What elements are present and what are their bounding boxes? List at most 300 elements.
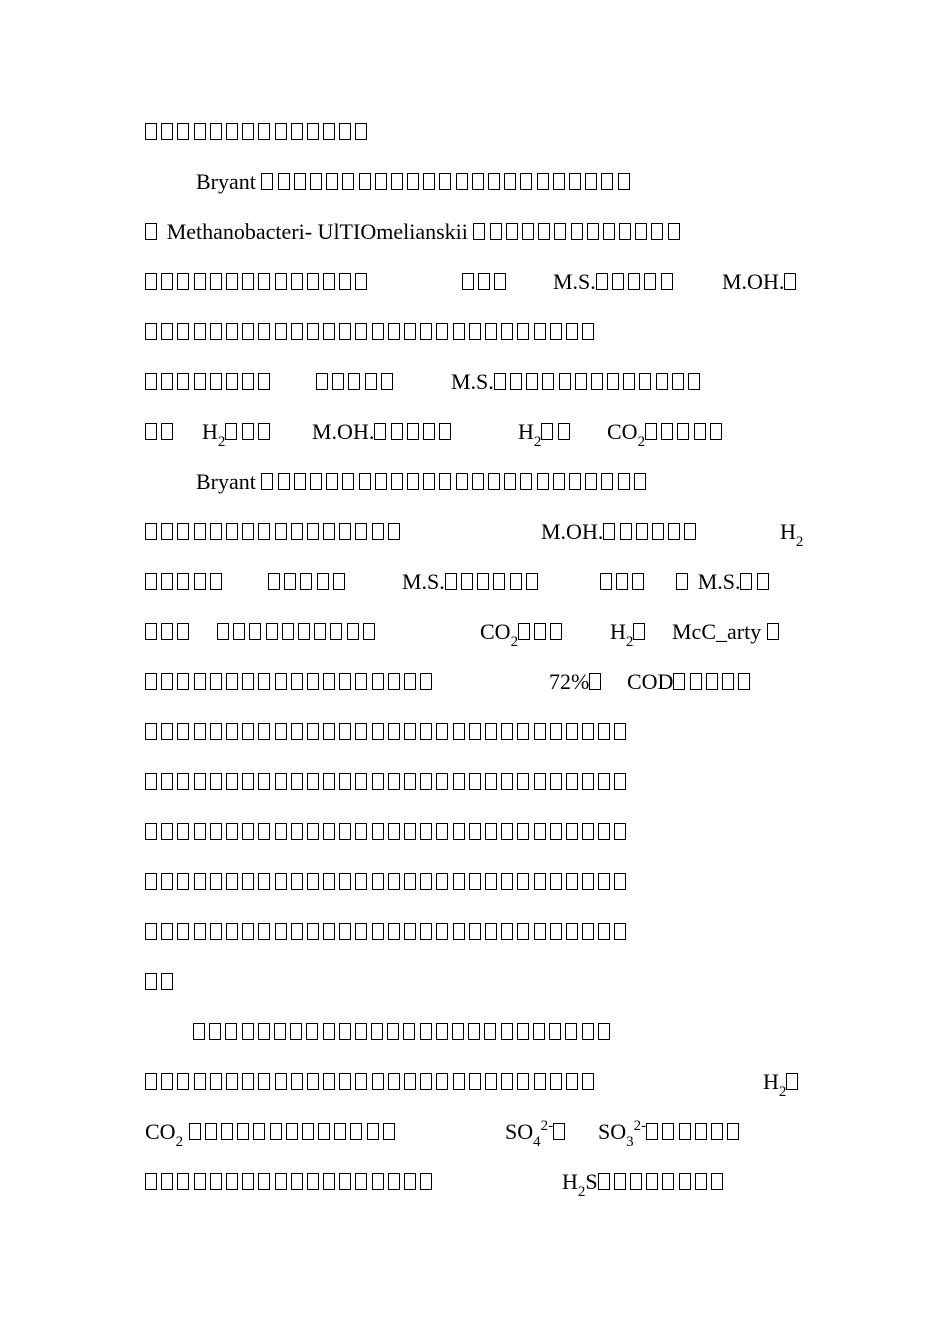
glyph-box — [242, 823, 254, 840]
glyph-box — [534, 773, 546, 790]
glyph-box — [145, 423, 157, 440]
glyph-box — [210, 1073, 222, 1090]
glyph-box — [194, 1073, 206, 1090]
glyph-box — [420, 1073, 432, 1090]
glyph-box — [307, 873, 319, 890]
text-line — [0, 967, 950, 1007]
glyph-box — [359, 173, 371, 190]
text-segment: $CO_2$ — [607, 417, 726, 450]
glyph-box — [695, 1123, 707, 1140]
glyph-box — [291, 823, 303, 840]
glyph-box — [620, 523, 632, 540]
glyph-box — [286, 1123, 298, 1140]
glyph-box — [501, 1023, 513, 1040]
glyph-box — [242, 723, 254, 740]
glyph-box — [537, 173, 549, 190]
text-segment: M.S. — [451, 367, 704, 397]
glyph-box — [334, 1123, 346, 1140]
glyph-box — [388, 723, 400, 740]
glyph-box — [177, 773, 189, 790]
glyph-box — [161, 423, 173, 440]
glyph-box — [526, 573, 538, 590]
glyph-box — [226, 923, 238, 940]
glyph-box — [372, 323, 384, 340]
glyph-box — [298, 623, 310, 640]
text-segment — [145, 567, 226, 597]
glyph-box — [310, 473, 322, 490]
glyph-box — [372, 1173, 384, 1190]
glyph-box — [634, 473, 646, 490]
glyph-box — [494, 273, 506, 290]
glyph-box — [388, 823, 400, 840]
glyph-box — [145, 873, 157, 890]
glyph-box — [365, 373, 377, 390]
glyph-box — [722, 673, 734, 690]
glyph-box — [550, 823, 562, 840]
text-segment: M.S. — [676, 567, 773, 597]
glyph-box — [226, 273, 238, 290]
glyph-box — [404, 773, 416, 790]
glyph-box — [485, 323, 497, 340]
glyph-box — [307, 273, 319, 290]
glyph-box — [485, 923, 497, 940]
text-segment: Bryant — [196, 167, 634, 197]
glyph-box — [372, 823, 384, 840]
glyph-box — [161, 623, 173, 640]
text-segment: COD — [627, 667, 754, 697]
glyph-box — [550, 873, 562, 890]
text-segment: $H_2$ — [610, 617, 650, 650]
glyph-box — [226, 773, 238, 790]
glyph-box — [350, 1123, 362, 1140]
glyph-box — [307, 323, 319, 340]
glyph-box — [242, 423, 254, 440]
text-line — [0, 1067, 950, 1107]
glyph-box — [554, 223, 566, 240]
glyph-box — [359, 473, 371, 490]
text-segment — [316, 367, 397, 397]
glyph-box — [538, 223, 550, 240]
glyph-box — [517, 323, 529, 340]
glyph-box — [258, 373, 270, 390]
glyph-box — [436, 723, 448, 740]
text-line — [0, 1167, 950, 1207]
glyph-box — [226, 1073, 238, 1090]
glyph-box — [710, 423, 722, 440]
superscript: 2- — [540, 1118, 554, 1134]
glyph-box — [242, 673, 254, 690]
glyph-box — [566, 773, 578, 790]
glyph-box — [226, 373, 238, 390]
glyph-box — [403, 1023, 415, 1040]
glyph-box — [339, 673, 351, 690]
glyph-box — [436, 873, 448, 890]
text-segment: $SO_4^{2-}$ — [505, 1117, 569, 1150]
glyph-box — [339, 923, 351, 940]
glyph-box — [598, 923, 610, 940]
glyph-box — [453, 823, 465, 840]
glyph-box — [644, 273, 656, 290]
glyph-box — [323, 823, 335, 840]
glyph-box — [757, 573, 769, 590]
glyph-box — [210, 1173, 222, 1190]
glyph-box — [534, 323, 546, 340]
glyph-box — [388, 923, 400, 940]
glyph-box — [740, 573, 752, 590]
glyph-box — [330, 623, 342, 640]
glyph-box — [270, 1123, 282, 1140]
glyph-box — [423, 423, 435, 440]
glyph-box — [291, 873, 303, 890]
glyph-box — [261, 173, 273, 190]
glyph-box — [436, 1023, 448, 1040]
glyph-box — [494, 373, 506, 390]
glyph-box — [501, 723, 513, 740]
glyph-box — [275, 323, 287, 340]
glyph-box — [372, 873, 384, 890]
glyph-box — [534, 923, 546, 940]
glyph-box — [517, 823, 529, 840]
text-segment — [600, 567, 649, 597]
glyph-box — [355, 673, 367, 690]
glyph-box — [258, 523, 270, 540]
glyph-box — [501, 1073, 513, 1090]
glyph-box — [537, 473, 549, 490]
glyph-box — [355, 723, 367, 740]
glyph-box — [242, 1023, 254, 1040]
glyph-box — [145, 623, 157, 640]
glyph-box — [453, 923, 465, 940]
glyph-box — [194, 823, 206, 840]
text-segment: $H_2$ — [780, 519, 804, 550]
glyph-box — [607, 373, 619, 390]
glyph-box — [469, 923, 481, 940]
glyph-box — [582, 873, 594, 890]
glyph-box — [490, 223, 502, 240]
text-line — [0, 367, 950, 407]
glyph-box — [372, 773, 384, 790]
glyph-box — [636, 523, 648, 540]
text-line — [0, 817, 950, 857]
text-segment — [145, 967, 177, 997]
text-line — [0, 667, 950, 707]
glyph-box — [738, 673, 750, 690]
glyph-box — [242, 273, 254, 290]
glyph-box — [585, 473, 597, 490]
glyph-box — [517, 873, 529, 890]
text-line — [0, 1117, 950, 1157]
glyph-box — [541, 423, 553, 440]
glyph-box — [404, 723, 416, 740]
text-segment — [145, 717, 631, 747]
glyph-box — [189, 1123, 201, 1140]
text-segment — [462, 267, 511, 297]
glyph-box — [391, 173, 403, 190]
glyph-box — [582, 723, 594, 740]
glyph-box — [582, 323, 594, 340]
glyph-box — [306, 1023, 318, 1040]
glyph-box — [161, 1173, 173, 1190]
glyph-box — [469, 723, 481, 740]
glyph-box — [375, 473, 387, 490]
glyph-box — [553, 1123, 565, 1140]
glyph-box — [423, 473, 435, 490]
glyph-box — [420, 923, 432, 940]
glyph-box — [194, 773, 206, 790]
text-segment — [145, 1167, 436, 1197]
glyph-box — [534, 723, 546, 740]
glyph-box — [242, 123, 254, 140]
glyph-box — [501, 873, 513, 890]
glyph-box — [278, 473, 290, 490]
glyph-box — [388, 1073, 400, 1090]
glyph-box — [381, 373, 393, 390]
glyph-box — [161, 723, 173, 740]
glyph-box — [388, 323, 400, 340]
glyph-box — [307, 723, 319, 740]
glyph-box — [278, 173, 290, 190]
subscript: 2 — [533, 434, 542, 450]
glyph-box — [614, 823, 626, 840]
glyph-box — [294, 173, 306, 190]
glyph-box — [688, 373, 700, 390]
glyph-box — [258, 273, 270, 290]
text-line — [0, 167, 950, 207]
glyph-box — [383, 1123, 395, 1140]
glyph-box — [339, 523, 351, 540]
glyph-box — [679, 1123, 691, 1140]
glyph-box — [566, 873, 578, 890]
glyph-box — [323, 273, 335, 290]
glyph-box — [566, 723, 578, 740]
glyph-box — [291, 673, 303, 690]
glyph-box — [420, 1173, 432, 1190]
glyph-box — [210, 773, 222, 790]
glyph-box — [372, 523, 384, 540]
glyph-box — [439, 473, 451, 490]
glyph-box — [436, 323, 448, 340]
glyph-box — [575, 373, 587, 390]
glyph-box — [355, 923, 367, 940]
glyph-box — [210, 723, 222, 740]
glyph-box — [598, 823, 610, 840]
glyph-box — [145, 973, 157, 990]
glyph-box — [439, 423, 451, 440]
text-segment: $H_2$ — [763, 1067, 803, 1100]
superscript: 2- — [633, 1118, 647, 1134]
glyph-box — [291, 773, 303, 790]
glyph-box — [372, 923, 384, 940]
glyph-box — [600, 573, 612, 590]
glyph-box — [591, 373, 603, 390]
glyph-box — [291, 923, 303, 940]
glyph-box — [550, 923, 562, 940]
glyph-box — [493, 573, 505, 590]
glyph-box — [226, 673, 238, 690]
glyph-box — [242, 1073, 254, 1090]
glyph-box — [323, 1073, 335, 1090]
glyph-box — [210, 573, 222, 590]
glyph-box — [684, 523, 696, 540]
glyph-box — [339, 1173, 351, 1190]
glyph-box — [618, 173, 630, 190]
text-segment: $CO_2$ — [145, 1117, 399, 1150]
glyph-box — [161, 573, 173, 590]
glyph-box — [339, 1073, 351, 1090]
glyph-box — [569, 473, 581, 490]
glyph-box — [314, 623, 326, 640]
glyph-box — [587, 223, 599, 240]
text-segment: M.OH. — [722, 267, 801, 297]
glyph-box — [194, 123, 206, 140]
glyph-box — [145, 273, 157, 290]
glyph-box — [291, 723, 303, 740]
glyph-box — [226, 873, 238, 890]
glyph-box — [194, 723, 206, 740]
glyph-box — [404, 673, 416, 690]
glyph-box — [677, 423, 689, 440]
glyph-box — [485, 723, 497, 740]
glyph-box — [290, 1023, 302, 1040]
glyph-box — [420, 873, 432, 890]
glyph-box — [275, 723, 287, 740]
glyph-box — [589, 673, 601, 690]
glyph-box — [388, 773, 400, 790]
glyph-box — [355, 773, 367, 790]
glyph-box — [194, 273, 206, 290]
glyph-box — [485, 823, 497, 840]
glyph-box — [323, 873, 335, 890]
glyph-box — [177, 623, 189, 640]
glyph-box — [520, 173, 532, 190]
glyph-box — [550, 723, 562, 740]
glyph-box — [342, 473, 354, 490]
glyph-box — [226, 123, 238, 140]
glyph-box — [210, 323, 222, 340]
glyph-box — [145, 573, 157, 590]
glyph-box — [550, 323, 562, 340]
glyph-box — [221, 1123, 233, 1140]
glyph-box — [445, 573, 457, 590]
glyph-box — [533, 1023, 545, 1040]
glyph-box — [404, 1173, 416, 1190]
glyph-box — [339, 723, 351, 740]
glyph-box — [612, 273, 624, 290]
glyph-box — [242, 323, 254, 340]
glyph-box — [291, 323, 303, 340]
glyph-box — [145, 373, 157, 390]
glyph-box — [333, 573, 345, 590]
glyph-box — [323, 1023, 335, 1040]
glyph-box — [323, 523, 335, 540]
text-line — [0, 1017, 950, 1057]
glyph-box — [177, 723, 189, 740]
glyph-box — [323, 323, 335, 340]
glyph-box — [145, 923, 157, 940]
glyph-box — [210, 873, 222, 890]
glyph-box — [226, 1173, 238, 1190]
glyph-box — [275, 1073, 287, 1090]
glyph-box — [652, 523, 664, 540]
glyph-box — [550, 623, 562, 640]
glyph-box — [501, 823, 513, 840]
glyph-box — [566, 1073, 578, 1090]
text-segment — [145, 917, 631, 947]
glyph-box — [177, 1073, 189, 1090]
glyph-box — [258, 323, 270, 340]
glyph-box — [596, 273, 608, 290]
glyph-box — [504, 473, 516, 490]
glyph-box — [614, 773, 626, 790]
glyph-box — [242, 523, 254, 540]
glyph-box — [275, 1173, 287, 1190]
glyph-box — [582, 1073, 594, 1090]
glyph-box — [177, 1173, 189, 1190]
glyph-box — [517, 1023, 529, 1040]
glyph-box — [226, 823, 238, 840]
glyph-box — [404, 1073, 416, 1090]
glyph-box — [553, 473, 565, 490]
glyph-box — [549, 1023, 561, 1040]
glyph-box — [310, 173, 322, 190]
glyph-box — [407, 423, 419, 440]
subscript: 2 — [637, 434, 646, 450]
glyph-box — [145, 1073, 157, 1090]
glyph-box — [307, 123, 319, 140]
subscript: 2 — [510, 634, 519, 650]
glyph-box — [420, 823, 432, 840]
glyph-box — [388, 523, 400, 540]
text-segment — [145, 367, 275, 397]
glyph-box — [284, 573, 296, 590]
text-segment: $H_2$ — [202, 417, 274, 450]
subscript: 2 — [175, 1134, 184, 1150]
glyph-box — [145, 673, 157, 690]
glyph-box — [194, 573, 206, 590]
glyph-box — [326, 173, 338, 190]
glyph-box — [261, 473, 273, 490]
glyph-box — [420, 323, 432, 340]
glyph-box — [668, 223, 680, 240]
text-segment — [145, 417, 177, 447]
glyph-box — [601, 473, 613, 490]
glyph-box — [145, 823, 157, 840]
glyph-box — [420, 773, 432, 790]
glyph-box — [374, 423, 386, 440]
glyph-box — [177, 923, 189, 940]
glyph-box — [226, 723, 238, 740]
glyph-box — [177, 873, 189, 890]
glyph-box — [565, 1023, 577, 1040]
text-segment: M.S. — [553, 267, 677, 297]
glyph-box — [619, 223, 631, 240]
text-segment — [193, 1017, 614, 1047]
glyph-box — [258, 1073, 270, 1090]
glyph-box — [566, 923, 578, 940]
text-segment — [145, 617, 194, 647]
glyph-box — [307, 823, 319, 840]
glyph-box — [372, 1073, 384, 1090]
glyph-box — [534, 823, 546, 840]
glyph-box — [177, 123, 189, 140]
glyph-box — [210, 273, 222, 290]
glyph-box — [676, 573, 688, 590]
glyph-box — [510, 573, 522, 590]
glyph-box — [517, 723, 529, 740]
glyph-box — [275, 673, 287, 690]
glyph-box — [598, 873, 610, 890]
glyph-box — [375, 173, 387, 190]
